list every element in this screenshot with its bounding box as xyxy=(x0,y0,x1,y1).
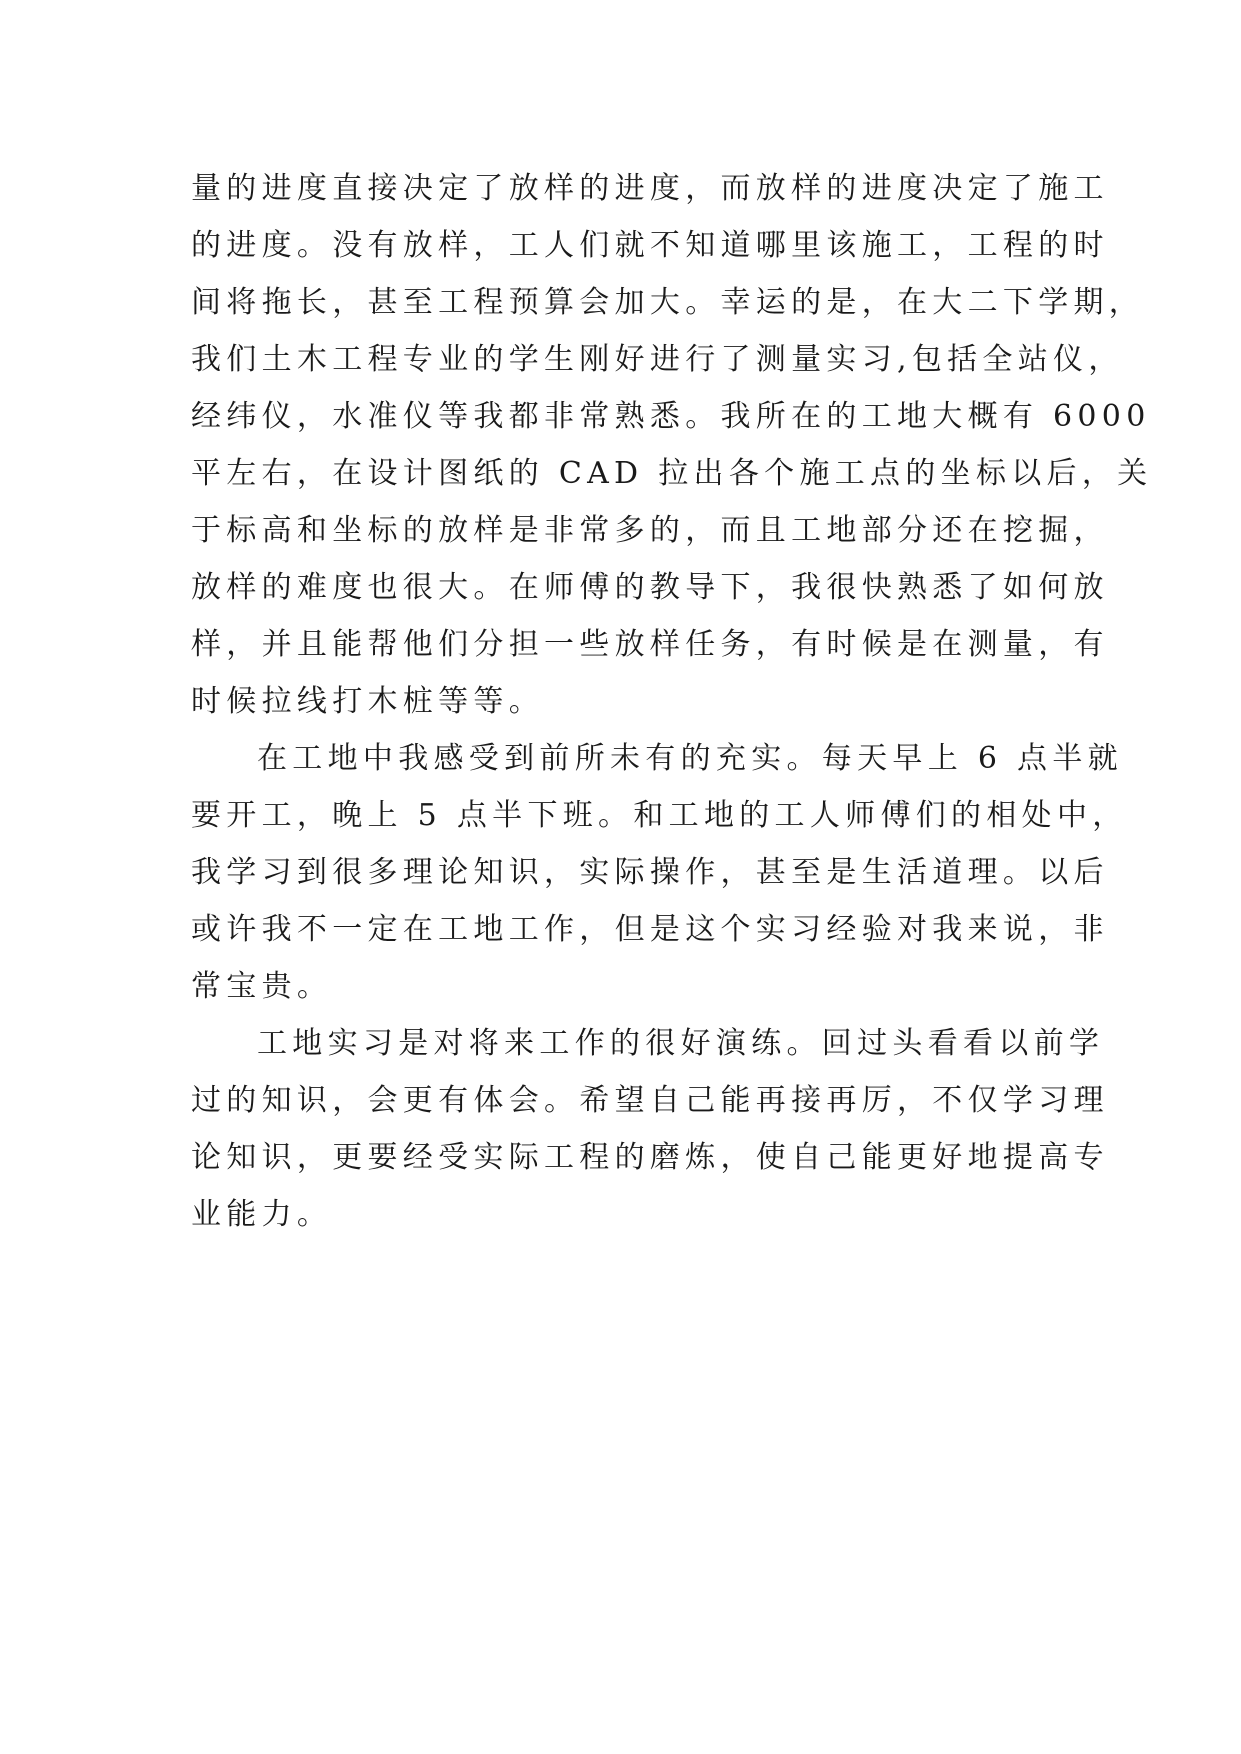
text-line: 间将拖长，甚至工程预算会加大。幸运的是，在大二下学期， xyxy=(191,285,1145,320)
text-line: 过的知识，会更有体会。希望自己能再接再厉，不仅学习理 xyxy=(191,1083,1109,1118)
text-line: 于标高和坐标的放样是非常多的，而且工地部分还在挖掘， xyxy=(191,513,1109,548)
text-line: 时候拉线打木桩等等。 xyxy=(191,684,544,719)
text-line: 业能力。 xyxy=(191,1197,333,1232)
text-line: 样，并且能帮他们分担一些放样任务，有时候是在测量，有 xyxy=(191,627,1109,662)
text-line: 我学习到很多理论知识，实际操作，甚至是生活道理。以后 xyxy=(191,855,1109,890)
paragraph xyxy=(191,160,1153,730)
paragraph xyxy=(191,730,1128,1015)
text-line: 工地实习是对将来工作的很好演练。回过头看看以前学 xyxy=(257,1026,1105,1061)
text-line: 经纬仪，水准仪等我都非常熟悉。我所在的工地大概有 6000 xyxy=(191,399,1151,434)
text-line: 量的进度直接决定了放样的进度，而放样的进度决定了施工 xyxy=(191,171,1109,206)
text-line: 常宝贵。 xyxy=(191,969,333,1004)
text-line: 要开工，晚上 5 点半下班。和工地的工人师傅们的相处中， xyxy=(191,798,1128,833)
text-line: 在工地中我感受到前所未有的充实。每天早上 6 点半就 xyxy=(257,741,1123,776)
text-line: 放样的难度也很大。在师傅的教导下，我很快熟悉了如何放 xyxy=(191,570,1109,605)
text-line: 的进度。没有放样，工人们就不知道哪里该施工，工程的时 xyxy=(191,228,1109,263)
text-line: 我们土木工程专业的学生刚好进行了测量实习,包括全站仪， xyxy=(191,342,1124,377)
text-line: 论知识，更要经受实际工程的磨炼，使自己能更好地提高专 xyxy=(191,1140,1109,1175)
text-line: 或许我不一定在工地工作，但是这个实习经验对我来说，非 xyxy=(191,912,1109,947)
text-line: 平左右，在设计图纸的 CAD 拉出各个施工点的坐标以后，关 xyxy=(191,456,1153,491)
paragraph xyxy=(191,1015,1109,1243)
document-body xyxy=(191,160,1153,1243)
